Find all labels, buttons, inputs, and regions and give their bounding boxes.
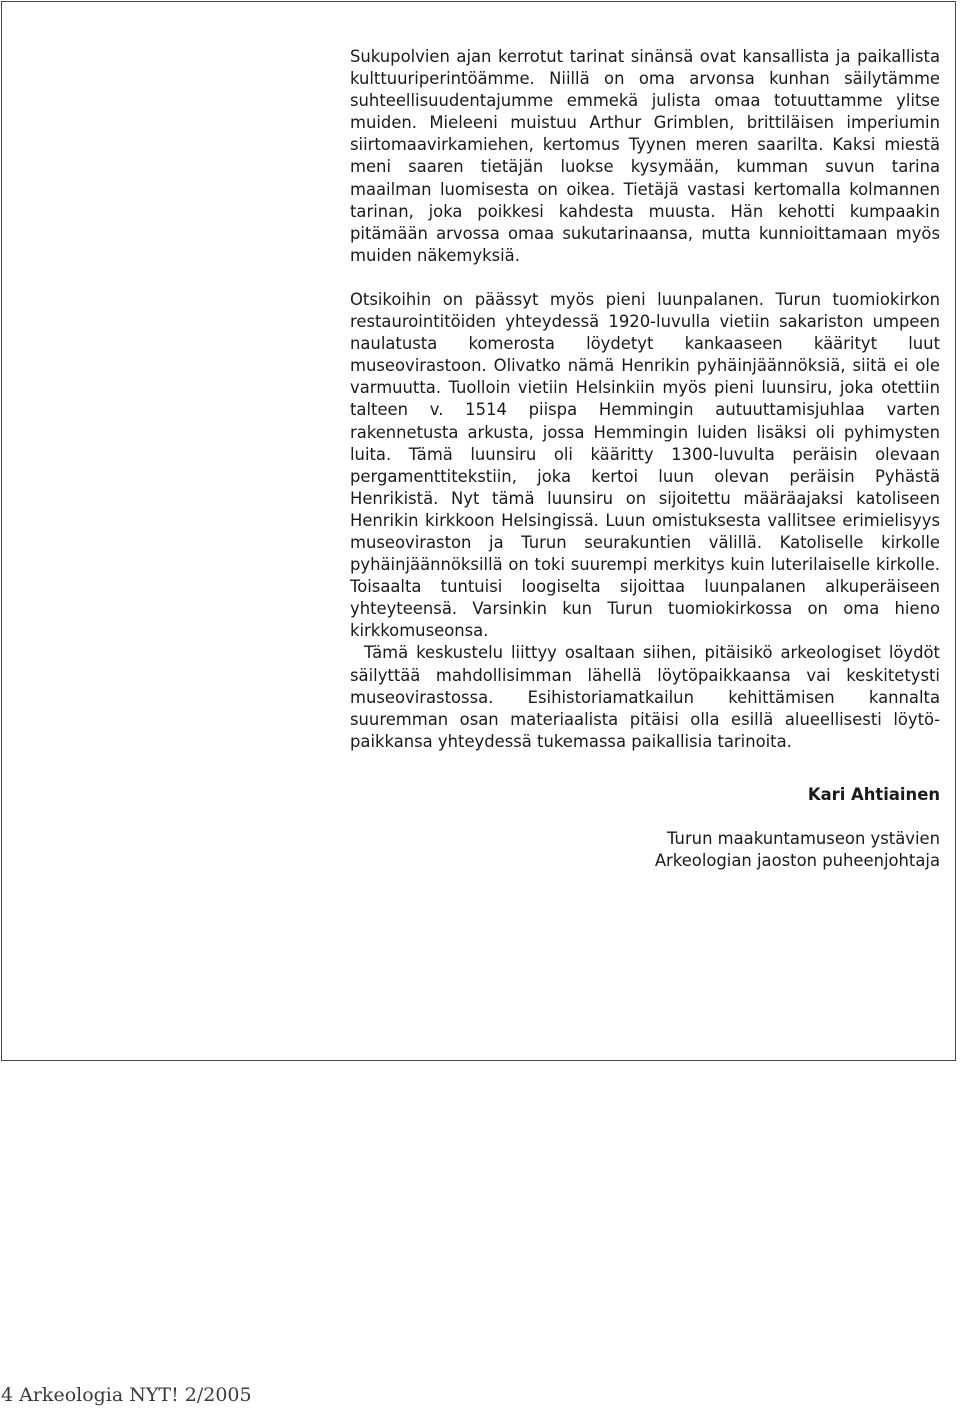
affiliation-line-1: Turun maakuntamuseon ystävien: [667, 829, 940, 848]
page-footer: 4 Arkeologia NYT! 2/2005: [1, 1384, 252, 1406]
affiliation-line-2: Arkeologian jaoston puheenjohtaja: [654, 851, 940, 871]
paragraph-1: Sukupolvien ajan kerrotut tarinat sinänsä ovat kansallista ja paikallista kulttuuriperintöämme. Niillä on oma arvonsa kunhan säilytämme suhteellisuudentajumme emmekä julista omaa totuuttamme ylitse muiden. Mieleeni muistuu Arthur Grimblen, brittiläisen imperiumin siirtomaavirkamiehen, kertomus Tyynen meren saarilta. Kaksi miestä meni saaren tietäjän luokse kysymään, kumman suvun tarina maailman luomisesta on oikea. Tietäjä vastasi kertomalla kolmannen tarinan, joka poikkesi kahdesta muusta. Hän kehotti kumpaakin pitämään arvossa omaa sukutarinaansa, mutta kunnioittamaan myös muiden näkemyksiä.: [350, 47, 940, 265]
article-body: [350, 46, 940, 872]
author-affiliation: [350, 828, 940, 872]
paragraph-2: Otsikoihin on päässyt myös pieni luunpalanen. Turun tuomiokirkon restaurointitöiden yhteydessä 1920-luvulla vietiin sakariston umpeen naulatusta komerosta löydetyt kankaaseen käärityt luut museovirastoon. Olivatko nämä Henrikin pyhäinjäännöksiä, siitä ei ole varmuutta. Tuolloin vietiin Helsinkiin myös pieni luunsiru, joka otettiin talteen v. 1514 piispa Hemmingin autuuttamisjuhlaa varten rakennetusta arkusta, jossa Hemmingin luiden lisäksi oli pyhimysten luita. Tämä luunsiru oli kääritty 1300-luvulta peräisin olevaan pergamenttitekstiin, joka kertoi luun olevan peräisin Pyhästä Henrikistä. Nyt tämä luunsiru on sijoitettu määräajaksi katoliseen Henrikin kirkkoon Helsingissä. Luun omistuksesta vallitsee erimielisyys museoviraston ja Turun seurakuntien välillä. Katoliselle kirkolle pyhäinjäännöksillä on toki suurempi merkitys kuin luterilaiselle kirkolle. Toisaalta tuntuisi loogiselta sijoittaa luunpalanen alkuperäiseen yhteyteensä. Varsinkin kun Turun tuomiokirkossa on oma hieno kirkkomuseonsa.: [350, 289, 940, 641]
paragraph-3: Tämä keskustelu liittyy osaltaan siihen, pitäisikö arkeologiset löydöt säilyttää mahdollisimman lähellä löytöpaikkaansa vai keskitetysti museovirastossa. Esihistoriamatkailun kehittämisen kannalta suuremman osan materiaalista pitäisi olla esillä alueellisesti löytöpaikkansa yhteydessä tukemassa paikallisia tarinoita.: [350, 643, 940, 751]
author-name: Kari Ahtiainen: [807, 784, 940, 804]
